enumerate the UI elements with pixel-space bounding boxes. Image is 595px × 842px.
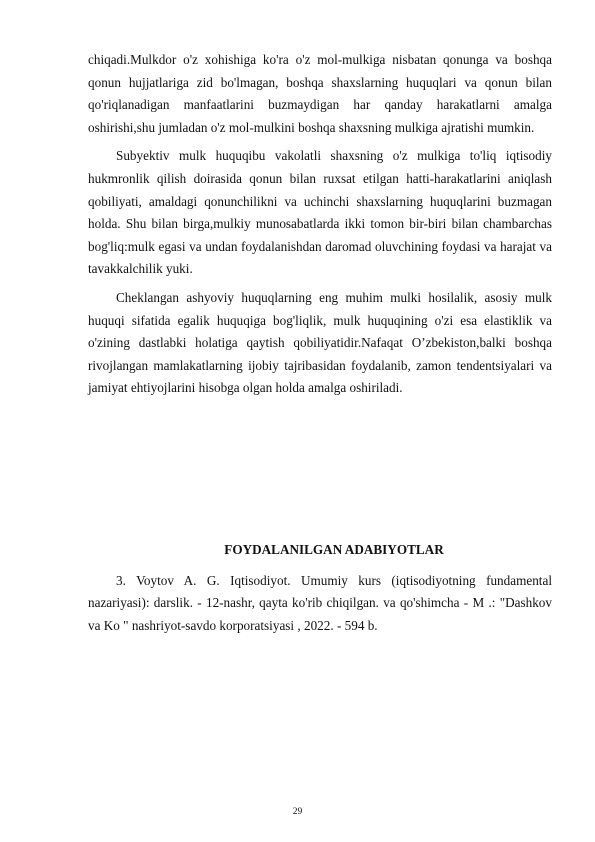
page-number: 29 [292,807,303,817]
document-page [88,49,552,637]
body-paragraph-1: chiqadi.Mulkdor o'z xohishiga ko'ra o'z mol-mulkiga nisbatan qonunga va boshqa qonun hujjatlariga zid bo'lmagan, boshqa shaxslarning huquqlari va qonun bilan qo'riqlanadigan manfaatlarini buzmaydigan har qanday harakatlarni amalga oshirishi,shu jumladan o'z mol-mulkini boshqa shaxsning mulkiga ajratishi mumkin. [88,52,552,135]
blank-space [88,400,552,539]
body-paragraph-3: Cheklangan ashyoviy huquqlarning eng muhim mulki hosilalik, asosiy mulk huquqi sifatida egalik huquqiga bog'liqlik, mulk huquqining o'zi esa elastiklik va o'zining dastlabki holatiga qaytish qobiliyatidir.Nafaqat O’zbekiston,balki boshqa rivojlangan mamlakatlarning ijobiy tajribasidan foydalanib, zamon tendentsiyalari va jamiyat ehtiyojlarini hisobga olgan holda amalga oshiriladi. [88,289,552,396]
references-heading: FOYDALANILGAN ADABIYOTLAR [224,541,444,557]
reference-item: 3. Voytov A. G. Iqtisodiyot. Umumiy kurs (iqtisodiyotning fundamental nazariyasi): darslik. - 12-nashr, qayta ko'rib chiqilgan. va qo'shimcha - M .: "Dashkov va Ko " nashriyot-savdo korporatsiyasi , 2022. - 594 b. [88,572,552,633]
body-paragraph-2: Subyektiv mulk huquqibu vakolatli shaxsning o'z mulkiga to'liq iqtisodiy hukmronlik qilish doirasida qonun bilan ruxsat etilgan hatti-harakatlarini aniqlash qobiliyati, amaldagi qonunchilikni va uchinchi shaxslarning huquqlarini buzmagan holda. Shu bilan birga,mulkiy munosabatlarda ikki tomon bir-biri bilan chambarchas bog'liq:mulk egasi va undan foydalanishdan daromad oluvchining foydasi va harajat va tavakkalchilik yuki. [88,148,552,277]
